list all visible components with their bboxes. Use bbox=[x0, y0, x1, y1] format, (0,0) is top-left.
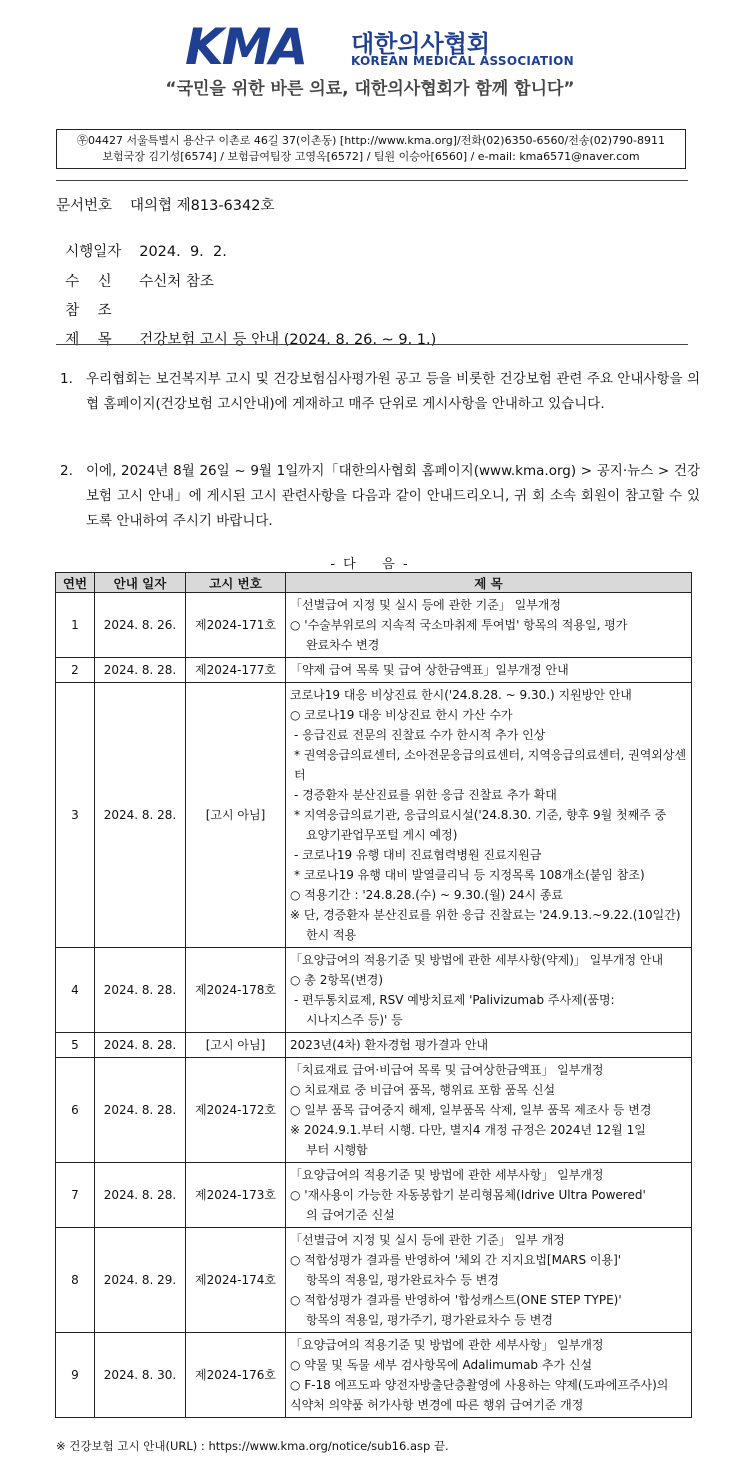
org-name-english: KOREAN MEDICAL ASSOCIATION bbox=[351, 54, 574, 68]
row-date: 2024. 8. 28. bbox=[95, 1033, 186, 1058]
row-date: 2024. 8. 28. bbox=[95, 683, 186, 948]
subject: 건강보험 고시 등 안내 (2024. 8. 26. ~ 9. 1.) bbox=[139, 332, 437, 348]
row-date: 2024. 8. 28. bbox=[95, 1163, 186, 1228]
row-title bbox=[286, 1228, 692, 1333]
recipient: 수신처 참조 bbox=[139, 274, 214, 290]
paragraph-2-number: 2. bbox=[60, 463, 73, 479]
row-title-line: 코로나19 대응 비상진료 한시('24.8.28. ~ 9.30.) 지원방안 안내 bbox=[290, 688, 632, 702]
table-header-row bbox=[56, 573, 692, 593]
divider-top bbox=[56, 180, 688, 181]
row-title bbox=[286, 1163, 692, 1228]
row-title-line: ※ 단, 경증환자 분산진료를 위한 응급 진찰료는 '24.9.13.~9.22.(10일간) bbox=[290, 908, 681, 922]
table-row bbox=[56, 948, 692, 1033]
row-title bbox=[286, 1033, 692, 1058]
row-notice-number: 제2024-173호 bbox=[186, 1163, 286, 1228]
row-title-line: ※ 2024.9.1.부터 시행. 다만, 별지4 개정 규정은 2024년 12월 1일 bbox=[290, 1123, 646, 1137]
row-title-line: * 권역응급의료센터, 소아전문응급의료센터, 지역응급의료센터, 권역외상센터 bbox=[294, 748, 687, 782]
recipient-label: 수 신 bbox=[65, 274, 112, 290]
col-header-date: 안내 일자 bbox=[95, 573, 186, 593]
row-title-line: 의 급여기준 신설 bbox=[306, 1208, 395, 1222]
row-date: 2024. 8. 29. bbox=[95, 1228, 186, 1333]
row-notice-number: 제2024-174호 bbox=[186, 1228, 286, 1333]
table-row bbox=[56, 1058, 692, 1163]
logo-kma-text: KMA bbox=[185, 18, 307, 76]
row-number: 9 bbox=[56, 1333, 95, 1418]
divider-bottom bbox=[56, 344, 688, 345]
row-title-line: ○ 약물 및 독물 세부 검사항목에 Adalimumab 추가 신설 bbox=[290, 1358, 593, 1372]
row-title-line: ○ 코로나19 대응 비상진료 한시 가산 수가 bbox=[290, 708, 513, 722]
row-title-line: 「치료재료 급여·비급여 목록 및 급여상한금액표」 일부개정 bbox=[290, 1063, 604, 1077]
paragraph-2-text: 이에, 2024년 8월 26일 ~ 9월 1일까지「대한의사협회 홈페이지(www.kma.org) > 공지·뉴스 > 건강보험 고시 안내」에 게시된 고시 관련사항을 다음과 같이 안내드리오니, 귀 회 소속 회원이 참고할 수 있도록 안내하여 주시기 바랍니다. bbox=[86, 463, 700, 529]
row-title-line: 부터 시행함 bbox=[306, 1143, 368, 1157]
row-number: 3 bbox=[56, 683, 95, 948]
row-number: 2 bbox=[56, 658, 95, 683]
table-row bbox=[56, 1333, 692, 1418]
row-title-line: 「약제 급여 목록 및 급여 상한금액표」일부개정 안내 bbox=[290, 663, 569, 677]
row-title-line: 「요양급여의 적용기준 및 방법에 관한 세부사항」 일부개정 bbox=[290, 1168, 604, 1182]
row-title-line: ○ F-18 에프도파 양전자방출단층촬영에 사용하는 약제(도파에프주사)의 bbox=[290, 1378, 669, 1392]
row-notice-number: [고시 아님] bbox=[186, 1033, 286, 1058]
row-notice-number: 제2024-178호 bbox=[186, 948, 286, 1033]
table-row bbox=[56, 658, 692, 683]
org-name-korean: 대한의사협회 bbox=[351, 30, 491, 58]
row-title-line: ○ '수술부위로의 지속적 국소마취제 투여법' 항목의 적용일, 평가 bbox=[290, 618, 628, 632]
row-title-line: 항목의 적용일, 평가주기, 평가완료차수 등 변경 bbox=[306, 1313, 553, 1327]
doc-number: 대의협 제813-6342호 bbox=[130, 198, 275, 214]
row-title-line: 2023년(4차) 환자경험 평가결과 안내 bbox=[290, 1038, 489, 1052]
row-date: 2024. 8. 26. bbox=[95, 593, 186, 658]
row-title bbox=[286, 948, 692, 1033]
row-title-line: 완료차수 변경 bbox=[306, 638, 380, 652]
row-title-line: ○ 적용기간 : '24.8.28.(수) ~ 9.30.(월) 24시 종료 bbox=[290, 888, 564, 902]
row-number: 6 bbox=[56, 1058, 95, 1163]
row-number: 1 bbox=[56, 593, 95, 658]
row-title-line: 「선별급여 지정 및 실시 등에 관한 기준」 일부개정 bbox=[290, 598, 561, 612]
daum-heading: - 다 음 - bbox=[330, 557, 410, 572]
row-number: 8 bbox=[56, 1228, 95, 1333]
row-title bbox=[286, 658, 692, 683]
col-header-notice: 고시 번호 bbox=[186, 573, 286, 593]
row-title bbox=[286, 1333, 692, 1418]
row-title-line: 항목의 적용일, 평가완료차수 등 변경 bbox=[306, 1273, 499, 1287]
row-date: 2024. 8. 30. bbox=[95, 1333, 186, 1418]
row-title bbox=[286, 683, 692, 948]
table-row bbox=[56, 683, 692, 948]
doc-date: 2024. 9. 2. bbox=[139, 244, 227, 260]
row-title-line: 요양기관업무포털 게시 예정) bbox=[306, 828, 458, 842]
row-notice-number: 제2024-176호 bbox=[186, 1333, 286, 1418]
row-notice-number: [고시 아님] bbox=[186, 683, 286, 948]
row-title-line: 「요양급여의 적용기준 및 방법에 관한 세부사항」 일부개정 bbox=[290, 1338, 604, 1352]
row-title-line: - 응급진료 전문의 진찰료 수가 한시적 추가 인상 bbox=[294, 728, 546, 742]
row-title bbox=[286, 593, 692, 658]
table-row bbox=[56, 1033, 692, 1058]
row-title-line: * 코로나19 유행 대비 발열클리닉 등 지정목록 108개소(붙임 참조) bbox=[294, 868, 645, 882]
col-header-no: 연번 bbox=[56, 573, 95, 593]
row-title-line: - 코로나19 유행 대비 진료협력병원 진료지원금 bbox=[294, 848, 542, 862]
row-notice-number: 제2024-172호 bbox=[186, 1058, 286, 1163]
notice-table bbox=[55, 572, 692, 1418]
table-row bbox=[56, 1163, 692, 1228]
row-number: 5 bbox=[56, 1033, 95, 1058]
row-title-line: - 편두통치료제, RSV 예방치료제 'Palivizumab 주사제(품명: bbox=[294, 993, 615, 1007]
row-title-line: 식약처 의약품 허가사항 변경에 따른 행위 급여기준 개정 bbox=[290, 1398, 584, 1412]
row-date: 2024. 8. 28. bbox=[95, 948, 186, 1033]
row-title-line: ○ 적합성평가 결과를 반영하여 '합성캐스트(ONE STEP TYPE)' bbox=[290, 1293, 622, 1307]
reference-label: 참 조 bbox=[65, 303, 112, 319]
row-title-line: ○ 총 2항목(변경) bbox=[290, 973, 384, 987]
subject-label: 제 목 bbox=[65, 332, 112, 348]
row-title bbox=[286, 1058, 692, 1163]
row-title-line: 시나지스주 등)' 등 bbox=[306, 1013, 403, 1027]
row-date: 2024. 8. 28. bbox=[95, 658, 186, 683]
row-title-line: ○ 적합성평가 결과를 반영하여 '체외 간 지지요법[MARS 이용]' bbox=[290, 1253, 622, 1267]
row-title-line: ○ 일부 품목 급여중지 해제, 일부품목 삭제, 일부 품목 제조사 등 변경 bbox=[290, 1103, 652, 1117]
paragraph-1-text: 우리협회는 보건복지부 고시 및 건강보험심사평가원 공고 등을 비롯한 건강보험 관련 주요 안내사항을 의협 홈페이지(건강보험 고시안내)에 게재하고 매주 단위로 게시사항을 안내하고 있습니다. bbox=[86, 371, 700, 412]
row-title-line: * 지역응급의료기관, 응급의료시설('24.8.30. 기준, 향후 9월 첫째주 중 bbox=[294, 808, 667, 822]
contact-line-2: 보험국장 김기성[6574] / 보험급여팀장 고영옥[6572] / 팀원 이승아[6560] / e-mail: kma6571@naver.com bbox=[102, 150, 640, 163]
row-notice-number: 제2024-171호 bbox=[186, 593, 286, 658]
contact-box bbox=[56, 129, 686, 169]
paragraph-1 bbox=[60, 367, 700, 417]
col-header-title: 제 목 bbox=[286, 573, 692, 593]
row-title-line: 「선별급여 지정 및 실시 등에 관한 기준」 일부 개정 bbox=[290, 1233, 565, 1247]
row-date: 2024. 8. 28. bbox=[95, 1058, 186, 1163]
paragraph-2 bbox=[60, 459, 700, 534]
row-title-line: ○ '재사용이 가능한 자동봉합기 분리형몸체(Idrive Ultra Powered' bbox=[290, 1188, 646, 1202]
paragraph-1-number: 1. bbox=[60, 371, 73, 387]
row-title-line: 한시 적용 bbox=[306, 928, 357, 942]
doc-date-label: 시행일자 bbox=[65, 244, 122, 260]
row-number: 7 bbox=[56, 1163, 95, 1228]
slogan: “국민을 위한 바른 의료, 대한의사협회가 함께 합니다” bbox=[165, 79, 575, 99]
footer-note: ※ 건강보험 고시 안내(URL) : https://www.kma.org/notice/sub16.asp 끝. bbox=[56, 1439, 449, 1453]
doc-number-label: 문서번호 bbox=[56, 198, 113, 214]
row-number: 4 bbox=[56, 948, 95, 1033]
table-row bbox=[56, 1228, 692, 1333]
row-notice-number: 제2024-177호 bbox=[186, 658, 286, 683]
row-title-line: 「요양급여의 적용기준 및 방법에 관한 세부사항(약제)」 일부개정 안내 bbox=[290, 953, 664, 967]
contact-line-1: ㉾04427 서울특별시 용산구 이촌로 46길 37(이촌동) [http://www.kma.org]/전화(02)6350-6560/전송(02)790-8911 bbox=[76, 134, 666, 147]
table-row bbox=[56, 593, 692, 658]
row-title-line: - 경증환자 분산진료를 위한 응급 진찰료 추가 확대 bbox=[294, 788, 557, 802]
doc-number-row bbox=[56, 194, 274, 215]
row-title-line: ○ 치료재료 중 비급여 품목, 행위료 포함 품목 신설 bbox=[290, 1083, 556, 1097]
